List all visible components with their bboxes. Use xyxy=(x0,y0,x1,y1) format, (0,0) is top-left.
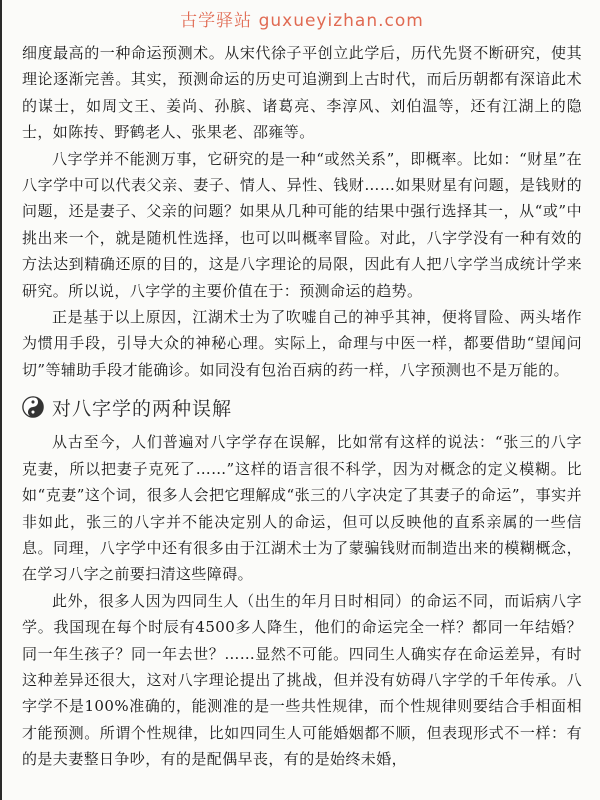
paragraph-probability: 八字学并不能测万事，它研究的是一种“或然关系”，即概率。比如：“财星”在八字学中可以代表父亲、妻子、情人、异性、钱财……如果财星有问题，是钱财的问题，还是妻子、父亲的问题？如果从几种可能的结果中强行选择其一，从“或”中挑出来一个，就是随机性选择，也可以叫概率冒险。对此，八字学没有一种有效的方法达到精确还原的目的，这是八字理论的局限，因此有人把八字学当成统计学来研究。所以说，八字学的主要价值在于：预测命运的趋势。 xyxy=(22,149,582,300)
section-title: 对八字学的两种误解 xyxy=(52,397,233,420)
page-content xyxy=(22,40,582,773)
section-heading xyxy=(22,385,582,429)
watermark: 古学驿站 guxueyizhan.com xyxy=(180,11,424,31)
paragraph-limitations: 正是基于以上原因，江湖术士为了吹嘘自己的神乎其神，便将冒险、两头堵作为惯用手段，引导大众的神秘心理。实际上，命理与中医一样，都要借助“望闻问切”等辅助手段才能确诊。如同没有包治百病的药一样，八字预测也不是万能的。 xyxy=(22,308,582,379)
paragraph-continuation: 细度最高的一种命运预测术。从宋代徐子平创立此学后，历代先贤不断研究，使其理论逐渐完善。其实，预测命运的历史可追溯到上古时代，而后历朝都有深谙此术的谋士，如周文王、姜尚、孙膑、诸葛亮、李淳风、刘伯温等，还有江湖上的隐士，如陈抟、野鹤老人、张果老、邵雍等。 xyxy=(22,44,582,142)
paragraph-misconception-two: 此外，很多人因为四同生人（出生的年月日时相同）的命运不同，而诟病八字学。我国现在每个时辰有4500多人降生，他们的命运完全一样？都同一年结婚？同一年生孩子？同一年去世？……显然不可能。四同生人确实存在命运差异，有时这种差异还很大，这对八字理论提出了挑战，但并没有妨碍八字学的千年传承。八字学不是100%准确的，能测准的是一些共性规律，而个性规律则要结合手相面相才能预测。所谓个性规律，比如四同生人可能婚姻都不顺，但表现形式不一样：有的是夫妻整日争吵，有的是配偶早丧，有的是始终未婚， xyxy=(22,591,582,769)
yin-yang-icon xyxy=(22,396,44,418)
paragraph-misconception-one: 从古至今，人们普遍对八字学存在误解，比如常有这样的说法：“张三的八字克妻，所以把妻子克死了……”这样的语言很不科学，因为对概念的定义模糊。比如“克妻”这个词，很多人会把它理解成“张三的八字决定了其妻子的命运”，事实并非如此，张三的八字并不能决定别人的命运，但可以反映他的直系亲属的一些信息。同理，八字学中还有很多由于江湖术士为了蒙骗钱财而制造出来的模糊概念，在学习八字之前要扫清这些障碍。 xyxy=(22,433,582,584)
